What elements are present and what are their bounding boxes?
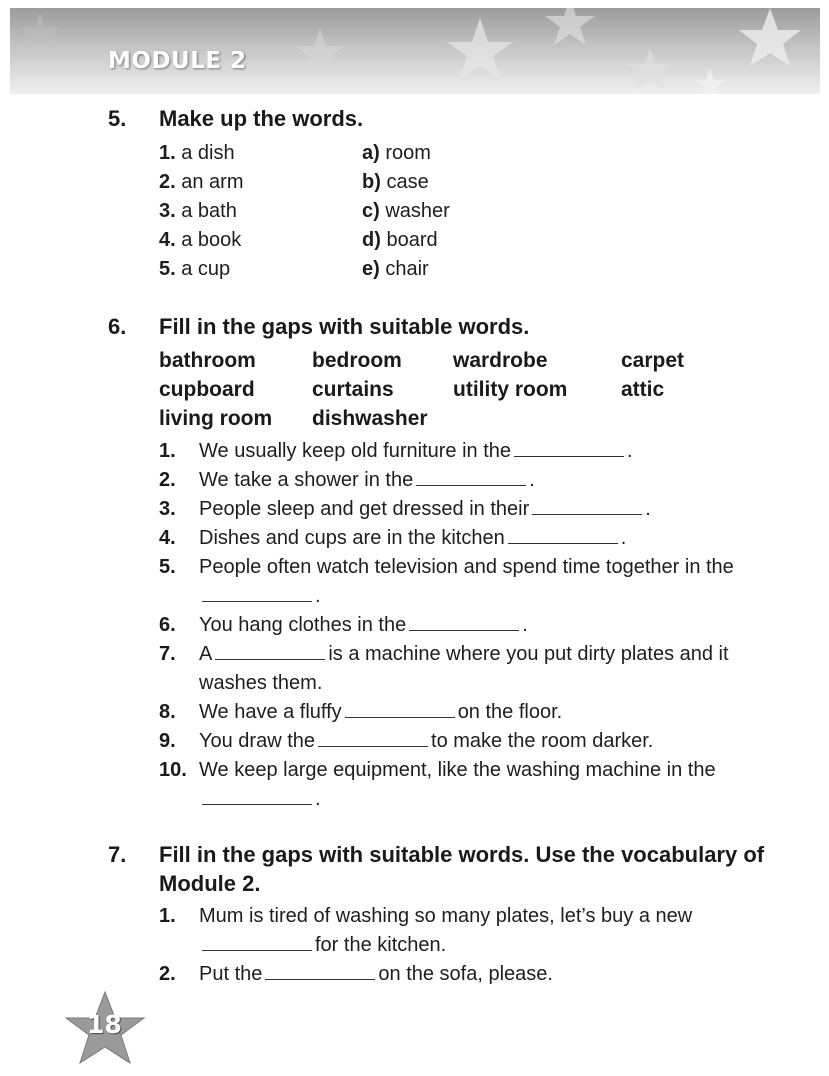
word-bank-item: wardrobe [453,349,548,372]
word-bank-item: carpet [621,349,685,372]
ex5-right-item: b) case [362,171,429,193]
word-bank-item: cupboard [159,378,255,401]
ex6-sentence: We keep large equipment, like the washing machine in the. [199,759,716,810]
word-bank-item: living room [159,407,273,430]
answer-gap[interactable] [416,484,526,486]
answer-gap[interactable] [508,542,618,544]
word-bank-item: bathroom [159,349,256,372]
answer-gap[interactable] [409,629,519,631]
answer-gap[interactable] [318,745,428,747]
answer-gap[interactable] [215,658,325,660]
answer-gap[interactable] [202,949,312,951]
exercise-7-title: Fill in the gaps with suitable words. Use the vocabulary of Module 2. [159,842,765,896]
ex5-left-item: 2. an arm [159,171,244,193]
word-bank-item: attic [621,378,665,401]
ex5-left-item: 4. a book [159,229,242,251]
answer-gap[interactable] [202,600,312,602]
ex6-sentence-number: 10. [159,759,187,781]
ex5-right-item: e) chair [362,258,429,280]
exercise-6-title: Fill in the gaps with suitable words. [159,314,530,339]
ex6-sentence: We take a shower in the . [199,469,535,491]
answer-gap[interactable] [514,455,624,457]
ex7-sentence-number: 2. [159,963,176,985]
answer-gap[interactable] [345,716,455,718]
ex5-right-item: a) room [362,142,431,164]
ex6-sentence: We usually keep old furniture in the . [199,440,633,462]
ex6-sentence-number: 7. [159,643,176,665]
answer-gap[interactable] [202,803,312,805]
ex5-right-item: c) washer [362,200,450,222]
ex6-sentence: We have a fluffy on the floor. [199,701,563,723]
ex6-sentence-number: 9. [159,730,176,752]
ex6-sentence-number: 8. [159,701,176,723]
exercise-7-number: 7. [108,842,127,867]
ex6-sentence-number: 2. [159,469,176,491]
ex6-sentence-number: 1. [159,440,176,462]
ex5-left-item: 1. a dish [159,142,235,164]
header-banner [10,8,820,94]
word-bank-item: dishwasher [312,407,428,430]
ex6-sentence: You hang clothes in the . [199,614,528,636]
ex6-sentence-number: 3. [159,498,176,520]
ex6-sentence: You draw the to make the room darker. [199,730,654,752]
ex7-sentence: Mum is tired of washing so many plates, let’s buy a newfor the kitchen. [199,905,693,956]
ex5-left-item: 3. a bath [159,200,237,222]
exercise-6-number: 6. [108,314,127,339]
ex6-sentence-number: 5. [159,556,176,578]
exercise-5-title: Make up the words. [159,106,364,131]
answer-gap[interactable] [265,978,375,980]
ex6-sentence: People often watch television and spend time together in the. [199,556,734,607]
ex6-sentence-number: 4. [159,527,176,549]
ex5-right-item: d) board [362,229,438,251]
ex6-sentence: Dishes and cups are in the kitchen . [199,527,627,549]
ex5-left-item: 5. a cup [159,258,231,280]
page-number: 18 [87,1010,122,1039]
word-bank-item: curtains [312,378,394,401]
ex7-sentence-number: 1. [159,905,176,927]
exercise-5-number: 5. [108,106,127,131]
ex6-sentence-number: 6. [159,614,176,636]
module-title: MODULE 2 [108,48,247,74]
ex6-sentence: People sleep and get dressed in their . [199,498,651,520]
word-bank-item: utility room [453,378,568,401]
ex7-sentence: Put the on the sofa, please. [199,963,553,985]
word-bank-item: bedroom [312,349,402,372]
answer-gap[interactable] [532,513,642,515]
ex6-sentence: A is a machine where you put dirty plates and it washes them. [199,643,729,694]
